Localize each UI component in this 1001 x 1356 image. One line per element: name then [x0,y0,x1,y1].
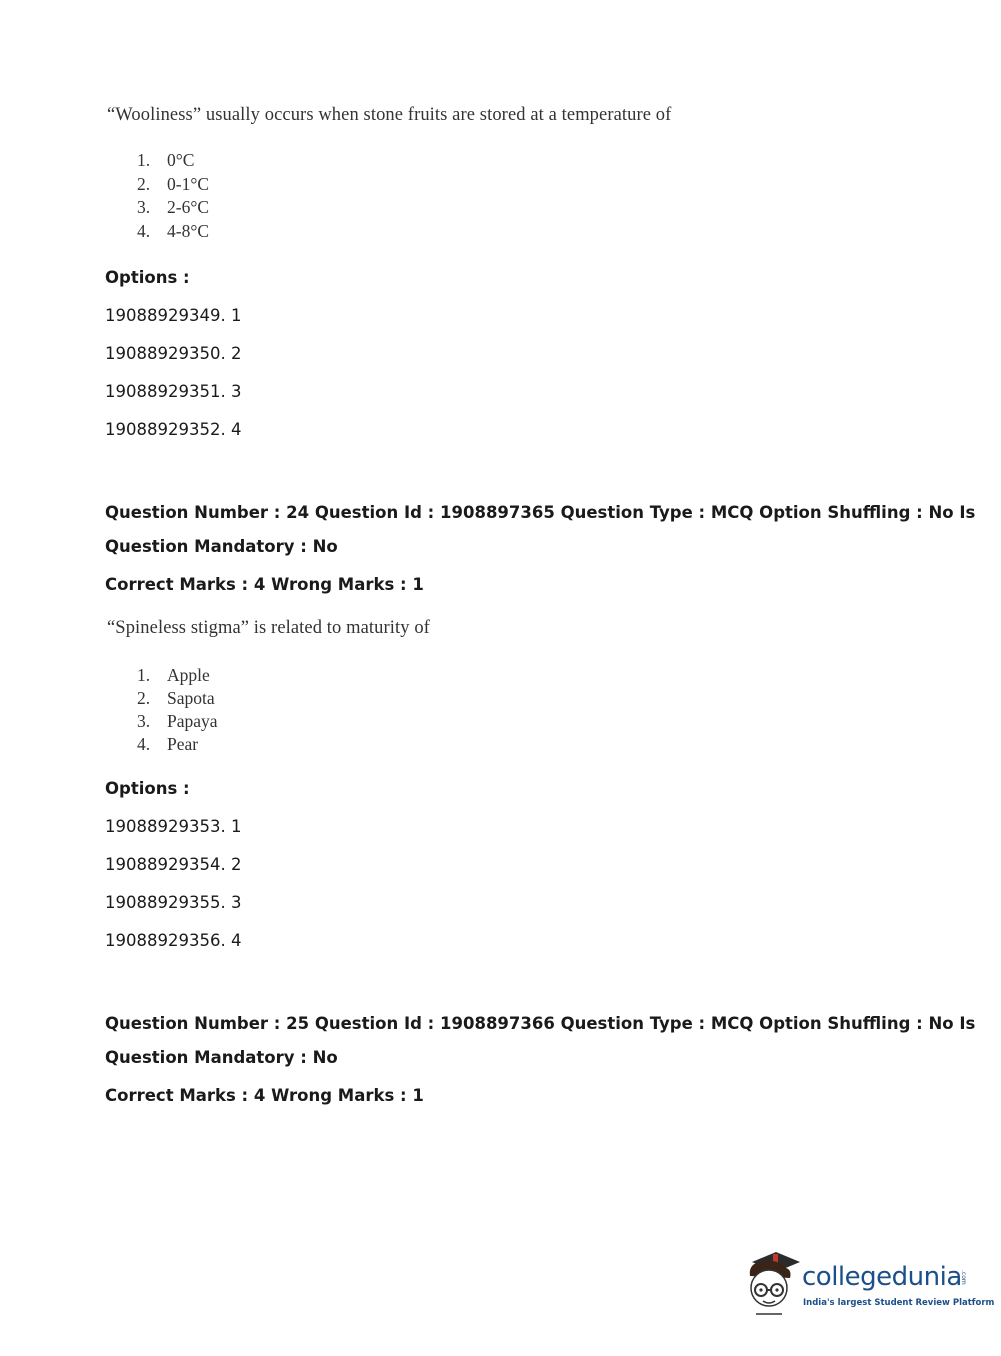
option-item: 19088929352. 4 [105,420,242,439]
choice-text: Sapota [167,688,215,708]
choice-number: 3. [137,711,151,731]
choice-number: 2. [137,688,151,708]
question-mandatory: Question Mandatory : No [105,537,338,556]
choice-item [137,174,209,198]
question-stem: “Wooliness” usually occurs when stone fruits are stored at a temperature of [107,105,672,125]
option-item: 19088929349. 1 [105,306,242,325]
options-label: Options : [105,268,190,287]
choice-number: 4. [137,220,151,241]
choice-item [137,150,209,174]
choice-text: 2-6°C [167,197,209,217]
option-item: 19088929351. 3 [105,382,242,401]
choice-text: 0-1°C [167,173,209,194]
choice-number: 4. [137,734,151,754]
question-mandatory: Question Mandatory : No [105,1048,338,1067]
choice-number: 2. [137,173,151,194]
choice-item [137,197,209,221]
option-item: 19088929354. 2 [105,855,242,874]
question-stem: “Spineless stigma” is related to maturity of [107,618,430,638]
logo-wordmark: collegedunia [802,1262,962,1292]
question-marks: Correct Marks : 4 Wrong Marks : 1 [105,575,424,594]
options-label: Options : [105,779,190,798]
collegedunia-logo [742,1248,995,1318]
choice-text: 0°C [167,150,195,170]
choice-number: 3. [137,197,151,217]
choice-list [137,665,218,757]
choice-item [137,734,218,757]
choice-item [137,221,209,245]
choice-list [137,150,209,244]
choice-text: Pear [167,734,199,754]
logo-suffix: .com [960,1270,967,1285]
choice-number: 1. [137,150,151,170]
option-item: 19088929350. 2 [105,344,242,363]
choice-number: 1. [137,665,151,685]
choice-item [137,688,218,711]
choice-text: 4-8°C [167,220,209,241]
option-item: 19088929356. 4 [105,931,242,950]
logo-tagline: India's largest Student Review Platform [803,1298,995,1308]
option-item: 19088929355. 3 [105,893,242,912]
choice-text: Apple [167,665,210,685]
question-meta: Question Number : 25 Question Id : 1908897366 Question Type : MCQ Option Shuffling : No Is [105,1014,976,1033]
choice-item [137,711,218,734]
question-marks: Correct Marks : 4 Wrong Marks : 1 [105,1086,424,1105]
student-mascot-icon [742,1248,804,1318]
question-meta: Question Number : 24 Question Id : 1908897365 Question Type : MCQ Option Shuffling : No Is [105,503,976,522]
choice-item [137,665,218,688]
option-item: 19088929353. 1 [105,817,242,836]
choice-text: Papaya [167,711,218,731]
